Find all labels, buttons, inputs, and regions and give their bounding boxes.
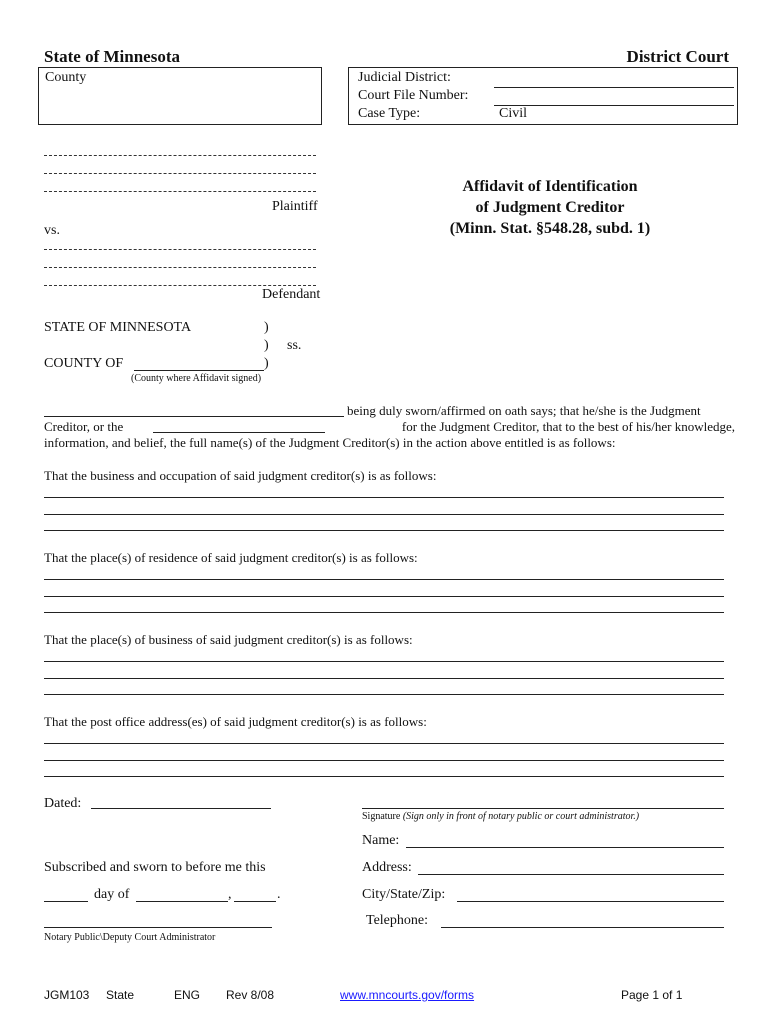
plaintiff-line-1[interactable] bbox=[44, 155, 316, 156]
notary-label: Notary Public\Deputy Court Administrator bbox=[44, 932, 216, 943]
city-label: City/State/Zip: bbox=[362, 887, 446, 902]
court-file-number-field[interactable] bbox=[494, 105, 734, 106]
day-of-label: day of bbox=[94, 887, 130, 902]
year-field[interactable] bbox=[234, 901, 276, 902]
venue-ss: ss. bbox=[287, 338, 302, 353]
residence-line-1[interactable] bbox=[44, 579, 724, 580]
venue-paren-3: ) bbox=[264, 356, 269, 371]
sworn-text: being duly sworn/affirmed on oath says; that he/she is the Judgment bbox=[347, 403, 701, 418]
footer-page: Page 1 of 1 bbox=[621, 988, 683, 1002]
po-address-line-3[interactable] bbox=[44, 776, 724, 777]
county-label: County bbox=[45, 70, 87, 85]
venue-paren-2: ) bbox=[264, 338, 269, 353]
plaintiff-line-2[interactable] bbox=[44, 173, 316, 174]
q-po-address-label: That the post office address(es) of said judgment creditor(s) is as follows: bbox=[44, 714, 427, 729]
telephone-field[interactable] bbox=[441, 927, 724, 928]
case-info-box bbox=[348, 67, 738, 125]
place-business-line-3[interactable] bbox=[44, 694, 724, 695]
state-heading: State of Minnesota bbox=[44, 47, 180, 66]
defendant-label: Defendant bbox=[262, 287, 321, 302]
footer-form-code: JGM103 bbox=[44, 988, 90, 1002]
case-type-label: Case Type: bbox=[358, 106, 421, 121]
defendant-line-1[interactable] bbox=[44, 249, 316, 250]
subscribed-label: Subscribed and sworn to before me this bbox=[44, 860, 266, 875]
defendant-line-2[interactable] bbox=[44, 267, 316, 268]
business-line-2[interactable] bbox=[44, 514, 724, 515]
for-judgment-text: for the Judgment Creditor, that to the best of his/her knowledge, bbox=[401, 419, 735, 434]
dated-label: Dated: bbox=[44, 796, 82, 811]
address-field[interactable] bbox=[418, 874, 724, 875]
signature-note: (Sign only in front of notary public or court administrator.) bbox=[402, 811, 640, 822]
dated-field[interactable] bbox=[91, 808, 271, 809]
q-residence-label: That the place(s) of residence of said judgment creditor(s) is as follows: bbox=[44, 550, 418, 565]
title-line-3: (Minn. Stat. §548.28, subd. 1) bbox=[449, 220, 651, 237]
q-business-label: That the business and occupation of said judgment creditor(s) is as follows: bbox=[44, 468, 437, 483]
affiant-name-field[interactable] bbox=[44, 416, 344, 417]
date-comma: , bbox=[228, 887, 232, 902]
business-line-1[interactable] bbox=[44, 497, 724, 498]
po-address-line-1[interactable] bbox=[44, 743, 724, 744]
signature-label: Signature bbox=[362, 811, 401, 822]
footer-rev: Rev 8/08 bbox=[226, 988, 275, 1002]
plaintiff-line-3[interactable] bbox=[44, 191, 316, 192]
court-file-number-label: Court File Number: bbox=[358, 88, 469, 103]
document-title bbox=[400, 176, 700, 239]
venue-county-note: (County where Affidavit signed) bbox=[131, 373, 262, 384]
venue-state-label: STATE OF MINNESOTA bbox=[44, 320, 192, 335]
info-line: information, and belief, the full name(s) of the Judgment Creditor(s) in the action above entitled is as follows: bbox=[44, 435, 616, 450]
signature-field[interactable] bbox=[362, 808, 724, 809]
business-line-3[interactable] bbox=[44, 530, 724, 531]
judicial-district-field[interactable] bbox=[494, 87, 734, 88]
judicial-district-label: Judicial District: bbox=[358, 70, 451, 85]
case-type-value: Civil bbox=[499, 106, 528, 121]
telephone-label: Telephone: bbox=[366, 913, 428, 928]
name-field[interactable] bbox=[406, 847, 724, 848]
signature-caption bbox=[362, 811, 639, 822]
date-period: . bbox=[277, 887, 281, 902]
creditor-or-the: Creditor, or the bbox=[44, 419, 124, 434]
footer-lang: ENG bbox=[174, 988, 201, 1002]
venue-paren-1: ) bbox=[264, 320, 269, 335]
title-line-2: of Judgment Creditor bbox=[475, 199, 625, 216]
day-field[interactable] bbox=[44, 901, 88, 902]
address-label: Address: bbox=[362, 860, 412, 875]
defendant-line-3[interactable] bbox=[44, 285, 316, 286]
capacity-field[interactable] bbox=[153, 432, 325, 433]
city-field[interactable] bbox=[457, 901, 724, 902]
venue-county-label: COUNTY OF bbox=[44, 356, 124, 371]
place-business-line-2[interactable] bbox=[44, 678, 724, 679]
residence-line-3[interactable] bbox=[44, 612, 724, 613]
footer-url-link[interactable]: www.mncourts.gov/forms bbox=[340, 988, 475, 1002]
venue-county-field[interactable] bbox=[134, 370, 264, 371]
vs-label: vs. bbox=[44, 223, 60, 238]
footer-state: State bbox=[106, 988, 135, 1002]
county-box[interactable] bbox=[38, 67, 322, 125]
court-heading: District Court bbox=[626, 47, 729, 66]
name-label: Name: bbox=[362, 833, 400, 848]
residence-line-2[interactable] bbox=[44, 596, 724, 597]
notary-signature-field[interactable] bbox=[44, 927, 272, 928]
month-field[interactable] bbox=[136, 901, 228, 902]
po-address-line-2[interactable] bbox=[44, 760, 724, 761]
q-place-business-label: That the place(s) of business of said judgment creditor(s) is as follows: bbox=[44, 632, 413, 647]
title-line-1: Affidavit of Identification bbox=[462, 178, 638, 195]
plaintiff-label: Plaintiff bbox=[272, 199, 318, 214]
place-business-line-1[interactable] bbox=[44, 661, 724, 662]
